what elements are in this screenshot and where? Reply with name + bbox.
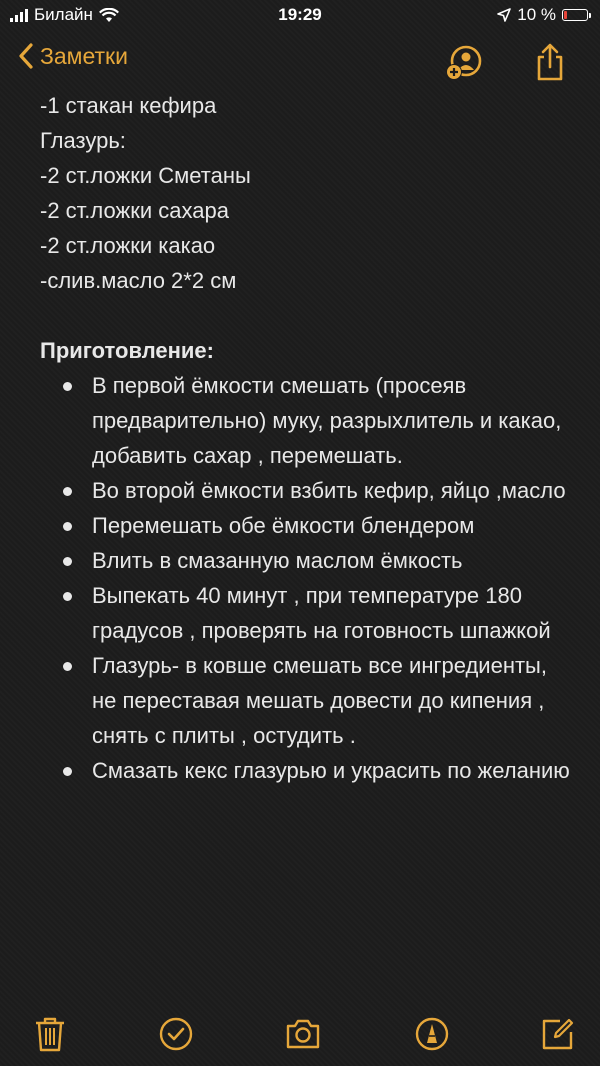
- back-label: Заметки: [40, 42, 128, 69]
- list-item: Перемешать обе ёмкости блендером: [40, 508, 570, 543]
- steps-list: [40, 368, 570, 788]
- trash-icon[interactable]: [32, 1016, 68, 1052]
- list-item: Выпекать 40 минут , при температуре 180 градусов , проверять на готовность шпажкой: [40, 578, 570, 648]
- bottom-toolbar: [0, 1008, 600, 1060]
- note-line: -1 стакан кефира: [40, 93, 217, 118]
- carrier-label: Билайн: [34, 5, 93, 24]
- nav-bar: [0, 36, 600, 88]
- checklist-icon[interactable]: [158, 1016, 194, 1052]
- note-line: -слив.масло 2*2 см: [40, 268, 237, 293]
- list-item: Смазать кекс глазурью и украсить по желанию: [40, 753, 570, 788]
- note-line: -2 ст.ложки сахара: [40, 198, 229, 223]
- note-line: -2 ст.ложки какао: [40, 233, 216, 258]
- list-item: В первой ёмкости смешать (просеяв предварительно) муку, разрыхлитель и какао, добавить сахар , перемешать.: [40, 368, 570, 473]
- note-body[interactable]: [40, 88, 570, 788]
- camera-icon[interactable]: [285, 1016, 321, 1052]
- battery-percent: 10 %: [517, 5, 556, 24]
- share-icon[interactable]: [530, 42, 570, 82]
- chevron-left-icon: [18, 42, 34, 70]
- note-line: Глазурь:: [40, 128, 126, 153]
- status-right: [497, 5, 588, 25]
- list-item: Во второй ёмкости взбить кефир, яйцо ,масло: [40, 473, 570, 508]
- list-item: Глазурь- в ковше смешать все ингредиенты, не переставая мешать довести до кипения , снять с плиты , остудить .: [40, 648, 570, 753]
- blank-line: [40, 298, 570, 333]
- clock: 19:29: [278, 5, 322, 24]
- back-button[interactable]: [18, 42, 128, 70]
- add-person-icon[interactable]: [444, 42, 484, 82]
- nav-actions: [444, 42, 570, 82]
- status-bar: [0, 0, 600, 32]
- section-title: Приготовление:: [40, 338, 214, 363]
- location-arrow-icon: [497, 8, 511, 22]
- note-line: -2 ст.ложки Сметаны: [40, 163, 251, 188]
- list-item: Влить в смазанную маслом ёмкость: [40, 543, 570, 578]
- compose-icon[interactable]: [540, 1016, 576, 1052]
- markup-pen-icon[interactable]: [414, 1016, 450, 1052]
- battery-icon: [562, 9, 588, 21]
